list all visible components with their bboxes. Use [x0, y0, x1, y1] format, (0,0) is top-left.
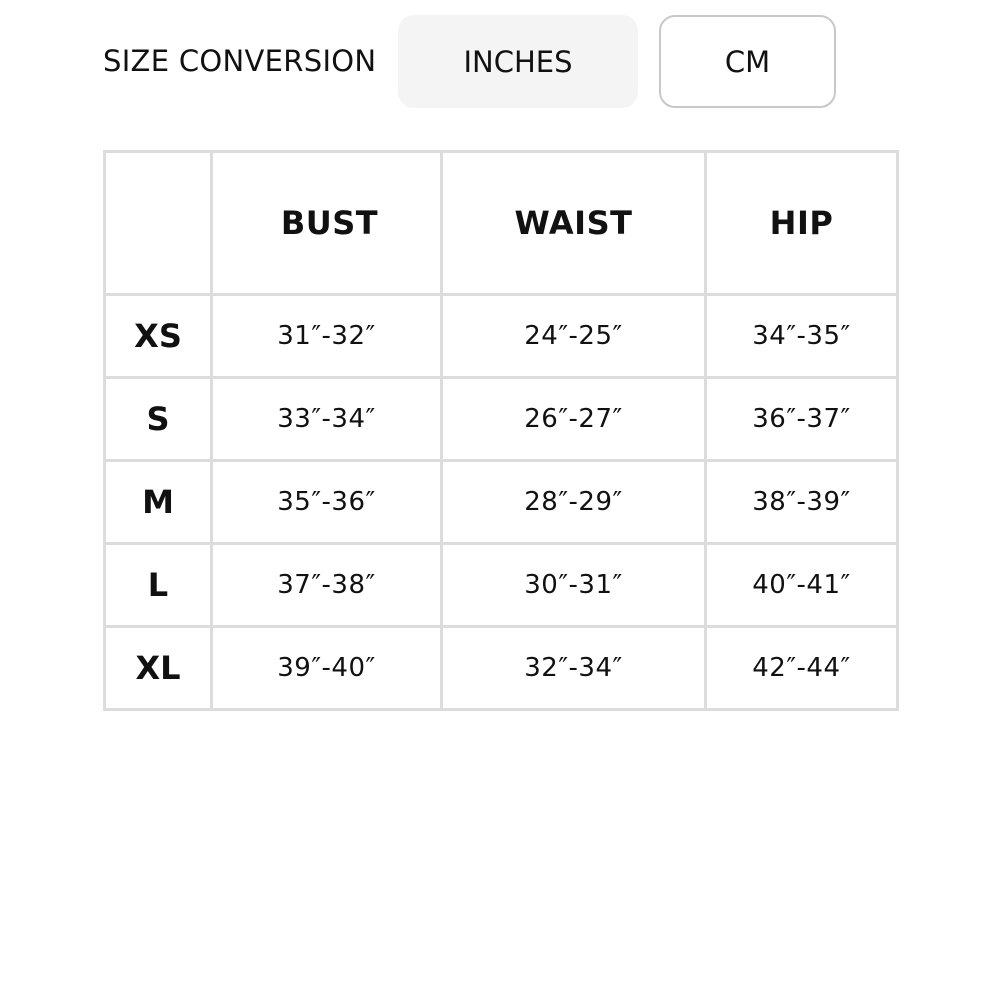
bust-value: 31″-32″	[212, 295, 442, 378]
column-header-waist: WAIST	[442, 152, 706, 295]
inches-button[interactable]: INCHES	[398, 15, 638, 108]
hip-value: 42″-44″	[706, 627, 898, 710]
hip-value: 38″-39″	[706, 461, 898, 544]
hip-value: 40″-41″	[706, 544, 898, 627]
table-row	[105, 544, 898, 627]
table-row	[105, 295, 898, 378]
size-label: M	[105, 461, 212, 544]
size-label: S	[105, 378, 212, 461]
table-row	[105, 461, 898, 544]
size-chart-table	[103, 150, 899, 711]
table-row	[105, 378, 898, 461]
hip-value: 34″-35″	[706, 295, 898, 378]
size-label: XL	[105, 627, 212, 710]
cm-button[interactable]: CM	[659, 15, 836, 108]
size-conversion-label: SIZE CONVERSION	[103, 44, 377, 78]
waist-value: 26″-27″	[442, 378, 706, 461]
bust-value: 39″-40″	[212, 627, 442, 710]
table-row	[105, 627, 898, 710]
table-corner-cell	[105, 152, 212, 295]
bust-value: 35″-36″	[212, 461, 442, 544]
hip-value: 36″-37″	[706, 378, 898, 461]
waist-value: 32″-34″	[442, 627, 706, 710]
table-header-row	[105, 152, 898, 295]
column-header-hip: HIP	[706, 152, 898, 295]
column-header-bust: BUST	[212, 152, 442, 295]
bust-value: 33″-34″	[212, 378, 442, 461]
size-conversion-bar	[0, 0, 1000, 120]
size-label: XS	[105, 295, 212, 378]
size-label: L	[105, 544, 212, 627]
waist-value: 24″-25″	[442, 295, 706, 378]
bust-value: 37″-38″	[212, 544, 442, 627]
waist-value: 30″-31″	[442, 544, 706, 627]
waist-value: 28″-29″	[442, 461, 706, 544]
